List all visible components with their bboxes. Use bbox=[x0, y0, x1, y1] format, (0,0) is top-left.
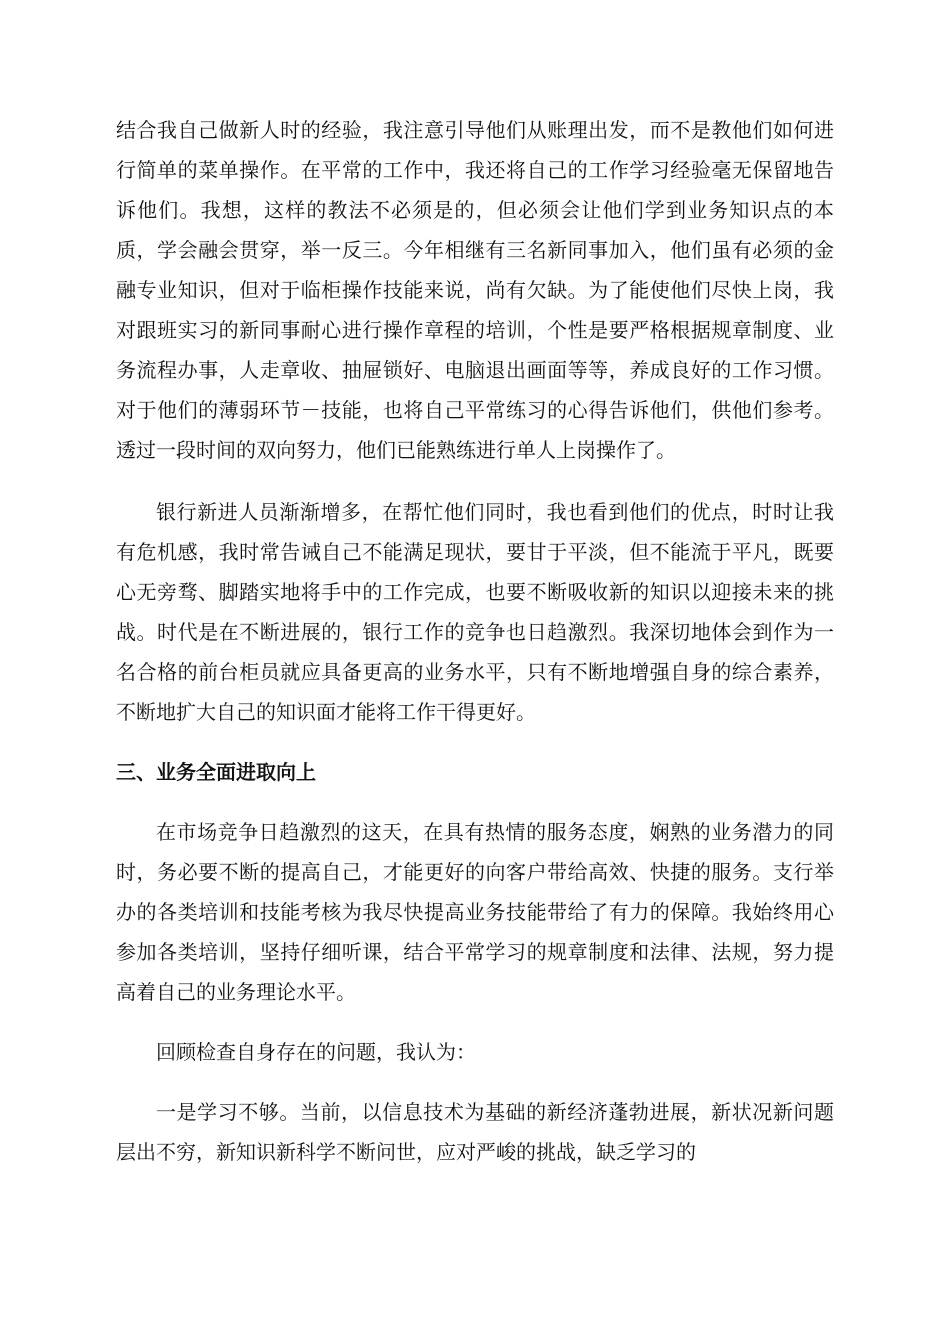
paragraph-self-improvement: 银行新进人员渐渐增多，在帮忙他们同时，我也看到他们的优点，时时让我有危机感，我时常告诫自己不能满足现状，要甘于平淡，但不能流于平凡，既要心无旁骛、脚踏实地将手中的工作完成，也要不断吸收新的知识以迎接未来的挑战。时代是在不断进展的，银行工作的竞争也日趋激烈。我深切地体会到作为一名合格的前台柜员就应具备更高的业务水平，只有不断地增强自身的综合素养，不断地扩大自己的知识面才能将工作干得更好。 bbox=[116, 500, 834, 724]
paragraph-training: 在市场竞争日趋激烈的这天，在具有热情的服务态度，娴熟的业务潜力的同时，务必要不断的提高自己，才能更好的向客户带给高效、快捷的服务。支行举办的各类培训和技能考核为我尽快提高业务技能带给了有力的保障。我始终用心参加各类培训，坚持仔细听课，结合平常学习的规章制度和法律、法规，努力提高着自己的业务理论水平。 bbox=[116, 820, 834, 1004]
section-heading: 三、业务全面进取向上 bbox=[116, 760, 316, 784]
paragraph-problem-one: 一是学习不够。当前，以信息技术为基础的新经济蓬勃进展，新状况新问题层出不穷，新知识新科学不断问世，应对严峻的挑战，缺乏学习的 bbox=[116, 1100, 834, 1164]
paragraph-review-intro: 回顾检查自身存在的问题，我认为： bbox=[156, 1040, 476, 1064]
paragraph-mentoring: 结合我自己做新人时的经验，我注意引导他们从账理出发，而不是教他们如何进行简单的菜单操作。在平常的工作中，我还将自己的工作学习经验毫无保留地告诉他们。我想，这样的教法不必须是的，但必须会让他们学到业务知识点的本质，学会融会贯穿，举一反三。今年相继有三名新同事加入，他们虽有必须的金融专业知识，但对于临柜操作技能来说，尚有欠缺。为了能使他们尽快上岗，我对跟班实习的新同事耐心进行操作章程的培训，个性是要严格根据规章制度、业务流程办事，人走章收、抽屉锁好、电脑退出画面等等，养成良好的工作习惯。对于他们的薄弱环节－技能，也将自己平常练习的心得告诉他们，供他们参考。透过一段时间的双向努力，他们已能熟练进行单人上岗操作了。 bbox=[116, 118, 834, 462]
document-body bbox=[116, 110, 834, 1172]
